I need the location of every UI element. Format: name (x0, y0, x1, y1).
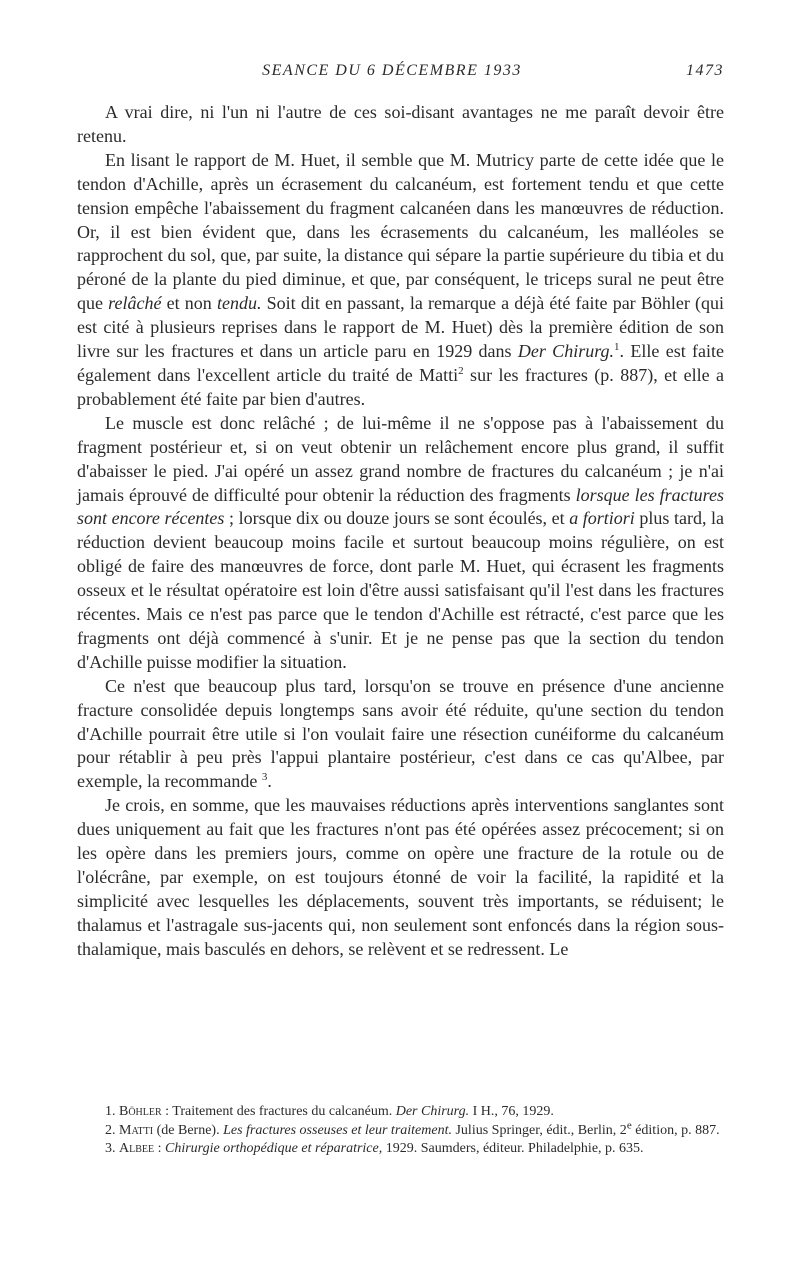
paragraph-2 (77, 149, 724, 412)
paragraph-3-text-a: Le muscle est donc relâché ; de lui-même il ne s'oppose pas à l'abaissement du fragment postérieur et, si on veut obtenir un relâchement encore plus grand, il suffit d'abaisser le pied. J'ai opéré un assez grand nombre de fractures du calcanéum ; je n'ai jamais éprouvé de difficulté pour obtenir la réduction des fragments (77, 412, 724, 505)
paragraph-4-text-a: Ce n'est que beaucoup plus tard, lorsqu'on se trouve en présence d'une ancienne fracture consolidée depuis longtemps sans avoir été réduite, qu'une section du tendon d'Achille pourrait être utile si l'on voulait faire une résection cunéiforme du calcanéum pour rétablir à peu près l'appui plantaire postérieur, c'est dans ce cas qu'Albee, par exemple, la recommande (77, 675, 724, 792)
paragraph-4 (77, 675, 724, 795)
footnotes (77, 1103, 724, 1159)
paragraph-4-text-b: . (267, 771, 272, 792)
footnote-3-text-b: 1929. Saumders, éditeur. Philadelphie, p. 635. (382, 1141, 644, 1156)
journal-title: Der Chirurg. (517, 341, 615, 362)
footnote-1-text-a: : Traitement des fractures du calcanéum. (161, 1104, 396, 1119)
footnote-3-book-title: Chirurgie orthopédique et réparatrice, (165, 1141, 383, 1156)
paragraph-2-text-b: et non (161, 293, 217, 314)
footnote-1-number: 1. (105, 1104, 116, 1119)
page-number: 1473 (686, 62, 724, 79)
footnote-ref-1[interactable]: 1 (614, 341, 620, 354)
paragraph-2-text-a: En lisant le rapport de M. Huet, il semble que M. Mutricy parte de cette idée que le tendon d'Achille, après un écrasement du calcanéum, est fortement tendu et que cette tension empêche l'abaissement du fragment calcanéen dans les manœuvres de réduction. Or, il est bien évident que, dans les écrasements du calcanéum, les malléoles se rapprochent du sol, que, par suite, la distance qui sépare la partie supérieure du tibia et du péroné de la plante du pied diminue, et que, par conséquent, le triceps sural ne peut être que (77, 149, 724, 314)
paragraph-2-text-c: Soit dit en passant, la remarque a déjà été faite par Böhler (qui est cité à plusieurs reprises dans le rapport de M. Huet) dès la première édition de son livre sur les fractures et dans un article paru en 1929 dans (77, 293, 724, 362)
footnote-1-text-b: I H., 76, 1929. (469, 1104, 554, 1119)
footnote-3-author: Albee (119, 1141, 155, 1156)
paragraph-3-text-c: plus tard, la réduction devient beaucoup moins facile et surtout beaucoup moins régulière, on est obligé de faire des manœuvres de force, dont parle M. Huet, qui écrasent les fragments osseux et le résultat opératoire est loin d'être aussi satisfaisant qu'il l'est dans les fractures récentes. Mais ce n'est pas parce que le tendon d'Achille est rétracté, c'est parce que les fragments ont déjà commencé à s'unir. Et je ne pense pas que la section du tendon d'Achille puisse modifier la situation. (77, 508, 725, 672)
footnote-2-number: 2. (105, 1122, 116, 1138)
paragraph-3 (77, 412, 724, 675)
paragraph-2-text-e: sur les fractures (p. 887), et elle a probablement été faite par bien d'autres. (77, 364, 724, 409)
running-title: SEANCE DU 6 DÉCEMBRE 1933 (262, 62, 522, 79)
footnote-ref-2[interactable]: 2 (458, 364, 464, 377)
footnote-3 (77, 1140, 724, 1158)
footnote-3-text-a: : (154, 1141, 165, 1156)
footnote-2-text-c: édition, p. 887. (631, 1122, 720, 1138)
footnote-2-book-title: Les fractures osseuses et leur traitement. (223, 1122, 452, 1138)
paragraph-2-text-d: . Elle est faite également dans l'excellent article du traité de Matti (77, 341, 725, 385)
footnote-ref-3[interactable]: 3 (261, 771, 268, 784)
footnote-2-text-b: Julius Springer, édit., Berlin, 2 (451, 1122, 627, 1138)
footnote-2-author: Matti (119, 1122, 154, 1138)
footnote-1-journal: Der Chirurg. (395, 1104, 470, 1119)
emphasis-a-fortiori: a fortiori (569, 508, 635, 529)
footnote-3-number: 3. (105, 1141, 116, 1156)
running-header (60, 62, 724, 86)
paragraph-3-text-b: ; lorsque dix ou douze jours se sont écoulés, et (224, 508, 570, 529)
footnote-2 (77, 1118, 724, 1140)
paragraph-5: Je crois, en somme, que les mauvaises réductions après interventions sanglantes sont dues uniquement au fait que les fractures n'ont pas été opérées assez précocement; si on les opère dans les premiers jours, comme on opère une fracture de la rotule ou de l'olécrâne, par exemple, on est toujours étonné de voir la facilité, la rapidité et la simplicité avec lesquelles les déplacements, souvent très importants, se réduisent; le thalamus et l'astragale sus-jacents qui, non seulement sont enfoncés dans la région sous-thalamique, mais basculés en dehors, se relèvent et se redressent. Le (77, 795, 724, 959)
emphasis-relache: relâché (108, 293, 162, 314)
emphasis-recent-fractures: lorsque les fractures sont encore récentes (77, 484, 724, 529)
body-text (77, 101, 724, 962)
footnote-1-author: Böhler (119, 1104, 162, 1119)
paragraph-1: A vrai dire, ni l'un ni l'autre de ces soi-disant avantages ne me paraît devoir être retenu. (77, 102, 724, 146)
footnote-2-superscript: e (626, 1118, 632, 1131)
footnote-2-text-a: (de Berne). (153, 1122, 224, 1138)
emphasis-tendu: tendu. (216, 293, 262, 314)
